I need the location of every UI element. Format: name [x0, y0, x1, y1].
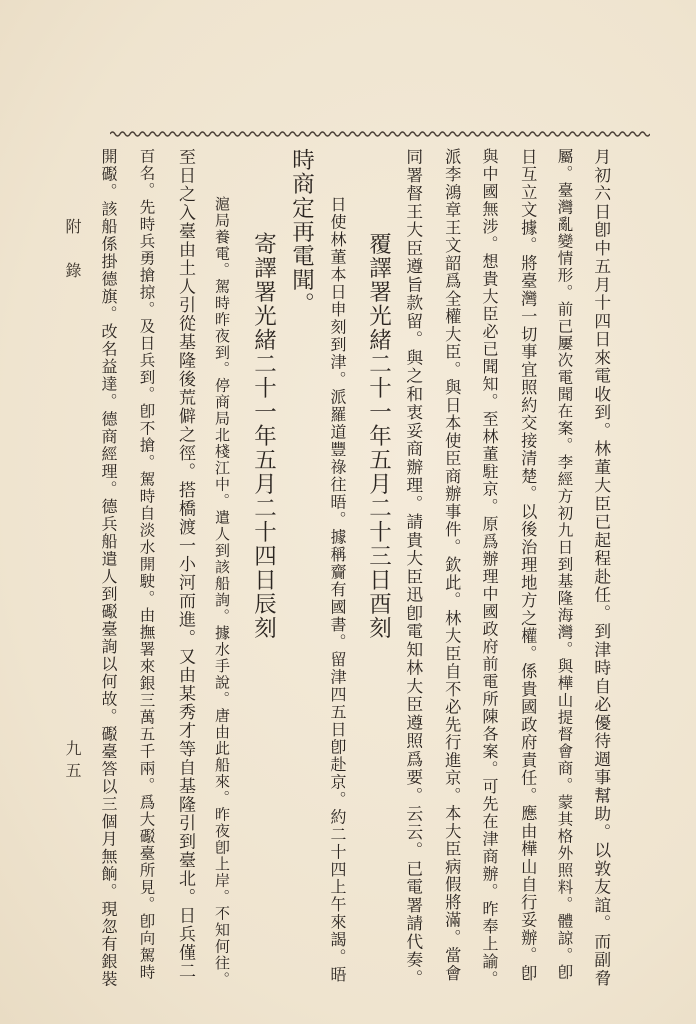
text-column-13: 百名。先時兵勇搶掠。及日兵到。卽不搶。駕時自淡水開駛。由撫署來銀三萬五千兩。爲大礟臺所見。卽向駕時: [137, 148, 156, 981]
text-column-8: 日使林董本日申刻到津。派羅道豐祿往晤。據稱齎有國書。留津四五日卽赴京。約二十四上午來謁。晤: [328, 196, 347, 984]
text-column-2: 屬。臺灣亂變情形。前已屢次電聞在案。李經方初九日到基隆海灣。與樺山提督會商。蒙其格外照料。體諒。卽: [555, 148, 574, 981]
text-column-6: 同署督王大臣遵旨款留。與之和衷妥商辦理。請貴大臣迅卽電知林大臣遵照爲要。云云。已電署請代奏。: [403, 148, 424, 988]
text-column-14: 開礟。該船係掛德旗。改名益達。德商經理。德兵船遣人到礟臺詢以何故。礟臺答以三個月無餉。現忽有銀裝: [99, 148, 118, 988]
text-column-7: 覆譯署光緒二十一年五月二十三日酉刻: [365, 232, 392, 640]
text-column-1: 月初六日卽中五月十四日來電收到。林董大臣已起程赴任。到津時自必優待週事幫助。以敦友誼。而副脅: [591, 148, 612, 988]
text-column-10: 寄譯署光緒二十一年五月二十四日辰刻: [250, 232, 277, 640]
section-label: 附 錄: [63, 218, 82, 284]
wavy-rule-divider: [110, 128, 650, 140]
page-number: 九五: [63, 740, 82, 784]
text-column-12: 至日之入臺由土人引從基隆後荒僻之徑。搭橋渡一小河而進。又由某秀才等自基隆引到臺北。日兵僅二: [175, 148, 195, 981]
text-column-11: 滬局養電。駕時昨夜到。停商局北棧江中。遣人到該船詢。據水手說。唐由此船來。昨夜卽上岸。不知何往。: [213, 196, 231, 988]
text-column-3: 日互立文據。將臺灣一切事宜照約交接清楚。以後治理地方之權。係貴國政府責任。應由樺山自行妥辦。卽: [518, 148, 538, 983]
text-column-9: 時商定再電聞。: [288, 148, 315, 316]
text-column-4: 與中國無涉。想貴大臣必已聞知。至林董駐京。原爲辦理中國政府前電所陳各案。可先在津商辦。昨奉上諭。: [480, 148, 499, 988]
text-column-5: 派李鴻章王文韶爲全權大臣。與日本使臣商辦事件。欽此。林大臣自不必先行進京。本大臣病假將滿。當會: [442, 148, 462, 983]
